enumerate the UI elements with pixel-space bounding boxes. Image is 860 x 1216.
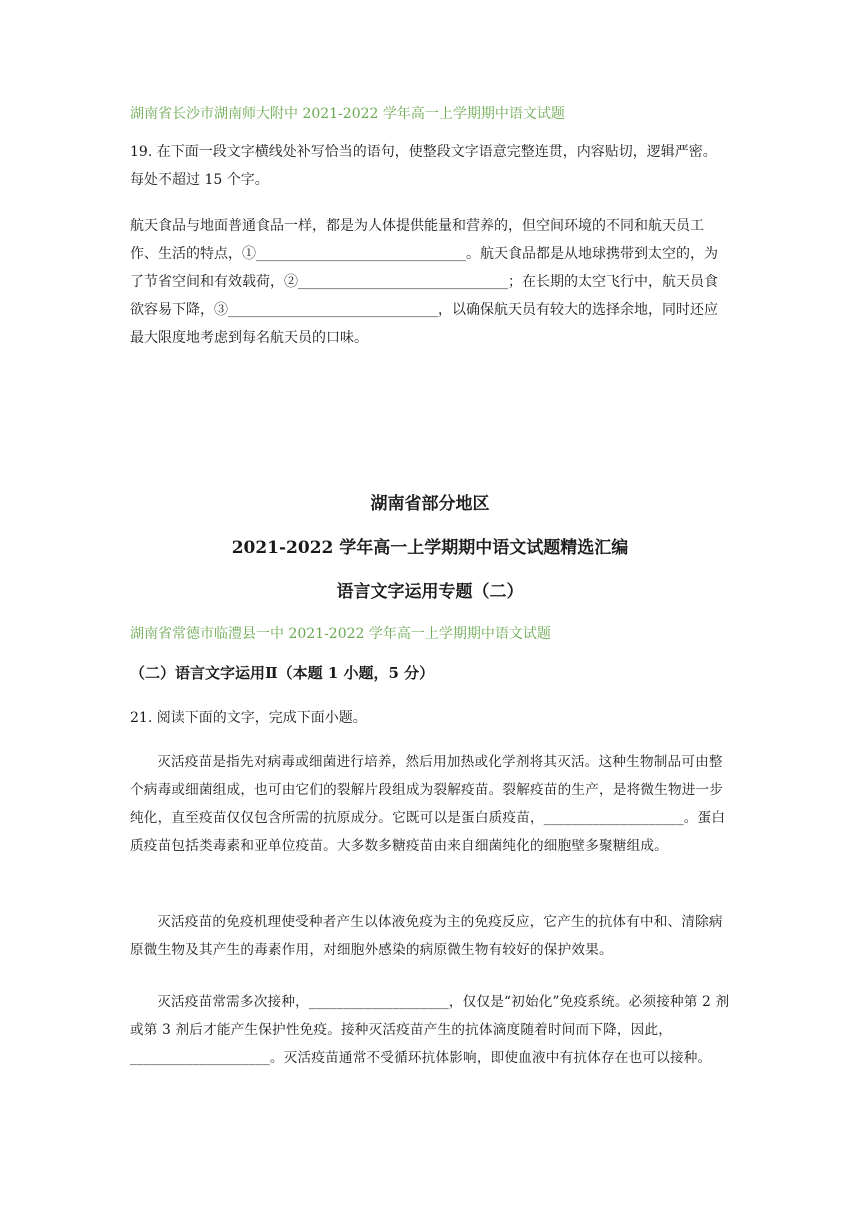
question-21-paragraph-2: 灭活疫苗的免疫机理使受种者产生以体液免疫为主的免疫反应，它产生的抗体有中和、清除病原微生物及其产生的毒素作用，对细胞外感染的病原微生物有较好的保护效果。 — [130, 914, 723, 958]
section-title-year: 2021-2022 学年高一上学期期中语文试题精选汇编 — [231, 538, 629, 558]
question-21-paragraph-1: 灭活疫苗是指先对病毒或细菌进行培养，然后用加热或化学剂将其灭活。这种生物制品可由整个病毒或细菌组成，也可由它们的裂解片段组成为裂解疫苗。裂解疫苗的生产，是将微生物进一步纯化，直至疫苗仅仅包含所需的抗原成分。它既可以是蛋白质疫苗，____________________。蛋白质疫苗包括类毒素和亚单位疫苗。大多数多糖疫苗由来自细菌纯化的细胞壁多聚糖组成。 — [130, 754, 726, 854]
question-21-paragraph-3: 灭活疫苗常需多次接种，____________________，仅仅是“初始化”免疫系统。必须接种第 2 剂或第 3 剂后才能产生保护性免疫。接种灭活疫苗产生的抗体滴度随着时间而下降，因此，____________________。灭活疫苗通常不受循环抗体影响，即使血液中有抗体存在也可以接种。 — [130, 994, 730, 1066]
source-label-2: 湖南省常德市临澧县一中 2021-2022 学年高一上学期期中语文试题 — [130, 626, 551, 642]
question-19-prompt: 19. 在下面一段文字横线处补写恰当的语句，使整段文字语意完整连贯，内容贴切，逻辑严密。每处不超过 15 个字。 — [130, 144, 717, 188]
question-21-prompt: 21. 阅读下面的文字，完成下面小题。 — [130, 710, 367, 726]
section-title-region: 湖南省部分地区 — [370, 494, 490, 514]
section-title-topic: 语言文字运用专题（二） — [336, 582, 524, 602]
source-label-1: 湖南省长沙市湖南师大附中 2021-2022 学年高一上学期期中语文试题 — [130, 106, 565, 122]
section-heading: （二）语言文字运用Ⅱ（本题 1 小题，5 分） — [130, 664, 435, 682]
question-19-passage: 航天食品与地面普通食品一样，都是为人体提供能量和营养的，但空间环境的不同和航天员工作、生活的特点，①______________________________。航天食品都是从地球携带到太空的，为了节省空间和有效载荷，②______________________________；在长期的太空飞行中，航天员食欲容易下降，③______________________________，以确保航天员有较大的选择余地，同时还应最大限度地考虑到每名航天员的口味。 — [130, 218, 718, 346]
